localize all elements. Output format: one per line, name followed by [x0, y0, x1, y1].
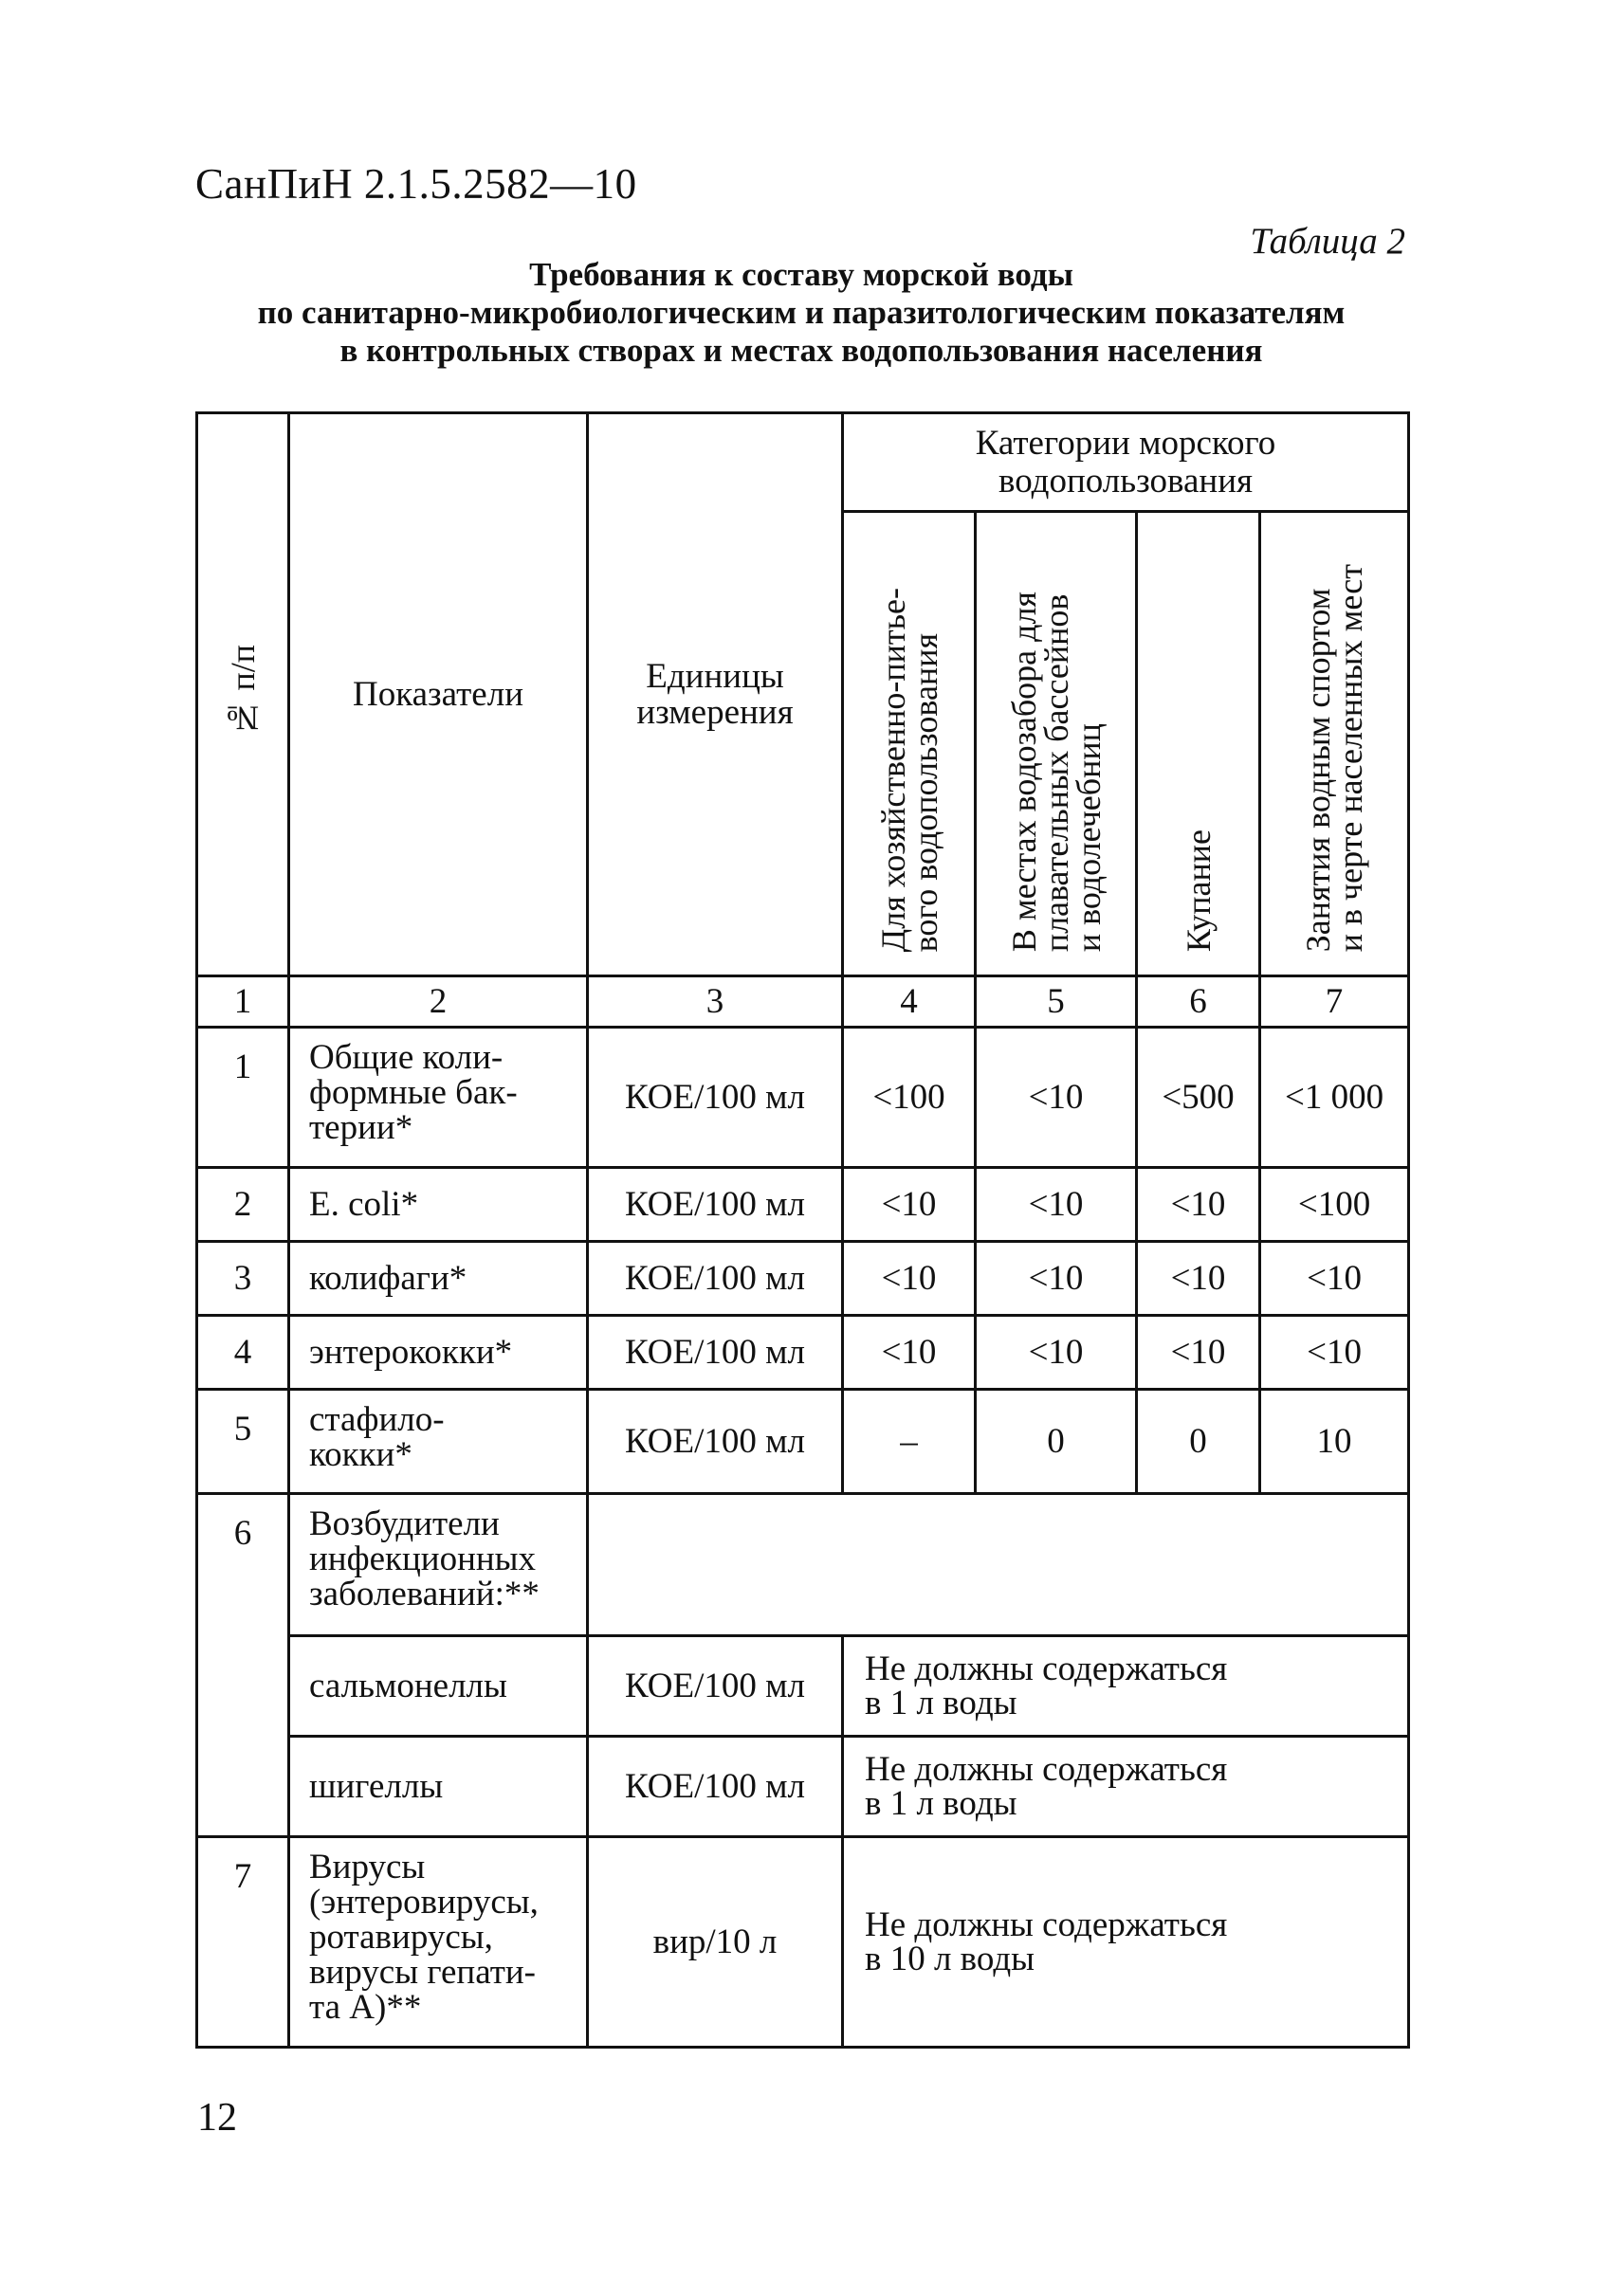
- empty-cell: [588, 1494, 1409, 1636]
- header-units: Единицы измерения: [588, 413, 843, 976]
- row-value-cat3: <10: [1137, 1242, 1260, 1316]
- row-number: 2: [197, 1168, 289, 1242]
- title-line: по санитарно-микробиологическим и паразитологическим показателям: [257, 294, 1346, 331]
- table-row: [197, 1636, 1409, 1737]
- row-value-cat1: <10: [843, 1168, 976, 1242]
- row-number: 3: [197, 1242, 289, 1316]
- row-units: КОЕ/100 мл: [588, 1316, 843, 1390]
- header-cat2: В местах водозабора для плавательных бассейнов и водолечебниц: [1004, 591, 1108, 952]
- row-indicator: сальмонеллы: [289, 1636, 588, 1737]
- row-value-cat2: <10: [976, 1316, 1137, 1390]
- row-units: КОЕ/100 мл: [588, 1737, 843, 1837]
- table-number: Таблица 2: [1250, 221, 1405, 262]
- row-value-cat4: <10: [1260, 1242, 1409, 1316]
- title-line: Требования к составу морской воды: [529, 256, 1073, 293]
- row-indicator: колифаги*: [289, 1242, 588, 1316]
- row-number: 5: [197, 1390, 289, 1494]
- row-indicator: Возбудители инфекционных заболеваний:**: [289, 1494, 588, 1636]
- table-title: [195, 256, 1407, 370]
- row-indicator: Общие коли- формные бак- терии*: [289, 1028, 588, 1168]
- row-value-cat3: <10: [1137, 1168, 1260, 1242]
- row-value-cat2: <10: [976, 1242, 1137, 1316]
- header-cat2-cell: [976, 512, 1137, 976]
- row-units: КОЕ/100 мл: [588, 1390, 843, 1494]
- row-value-cat1: <100: [843, 1028, 976, 1168]
- header-no-cell: [197, 413, 289, 976]
- column-number: 3: [588, 976, 843, 1028]
- row-value-cat3: <10: [1137, 1316, 1260, 1390]
- row-value-cat1: –: [843, 1390, 976, 1494]
- table-row: [197, 1837, 1409, 2048]
- row-value-cat3: <500: [1137, 1028, 1260, 1168]
- row-units: КОЕ/100 мл: [588, 1028, 843, 1168]
- row-value-cat2: <10: [976, 1028, 1137, 1168]
- title-line: в контрольных створах и местах водопользования населения: [339, 332, 1263, 369]
- header-cat3-cell: [1137, 512, 1260, 976]
- table-row: [197, 1316, 1409, 1390]
- row-number: 6: [197, 1494, 289, 1837]
- requirements-table: [195, 411, 1410, 2049]
- row-number: 7: [197, 1837, 289, 2048]
- header-cat1-cell: [843, 512, 976, 976]
- row-note: Не должны содержаться в 1 л воды: [843, 1737, 1409, 1837]
- row-value-cat4: <100: [1260, 1168, 1409, 1242]
- header-indicator: Показатели: [289, 413, 588, 976]
- row-number: 1: [197, 1028, 289, 1168]
- header-cat3: Купание: [1179, 829, 1218, 952]
- table-row: [197, 1390, 1409, 1494]
- row-indicator: шигеллы: [289, 1737, 588, 1837]
- column-number: 4: [843, 976, 976, 1028]
- column-number: 1: [197, 976, 289, 1028]
- row-number: 4: [197, 1316, 289, 1390]
- row-indicator: Вирусы (энтеровирусы, ротавирусы, вирусы гепати- та А)**: [289, 1837, 588, 2048]
- row-indicator: стафило- кокки*: [289, 1390, 588, 1494]
- row-note: Не должны содержаться в 1 л воды: [843, 1636, 1409, 1737]
- table-row: [197, 1168, 1409, 1242]
- row-units: КОЕ/100 мл: [588, 1242, 843, 1316]
- row-note: Не должны содержаться в 10 л воды: [843, 1837, 1409, 2048]
- row-indicator: E. coli*: [289, 1168, 588, 1242]
- row-value-cat1: <10: [843, 1316, 976, 1390]
- header-cat1: Для хозяйственно-питье- вого водопользования: [873, 587, 944, 952]
- table-row: [197, 1242, 1409, 1316]
- header-no: № п/п: [224, 644, 262, 738]
- row-units: КОЕ/100 мл: [588, 1168, 843, 1242]
- header-cat4-cell: [1260, 512, 1409, 976]
- document-header: СанПиН 2.1.5.2582—10: [195, 160, 637, 208]
- row-value-cat2: <10: [976, 1168, 1137, 1242]
- row-indicator: энтерококки*: [289, 1316, 588, 1390]
- column-number: 5: [976, 976, 1137, 1028]
- row-units: вир/10 л: [588, 1837, 843, 2048]
- row-units: КОЕ/100 мл: [588, 1636, 843, 1737]
- column-number: 2: [289, 976, 588, 1028]
- column-number: 6: [1137, 976, 1260, 1028]
- row-value-cat2: 0: [976, 1390, 1137, 1494]
- header-categories: Категории морского водопользования: [843, 413, 1409, 512]
- header-cat4: Занятия водным спортом и в черте населенных мест: [1299, 563, 1370, 952]
- table-row: [197, 1028, 1409, 1168]
- page-number: 12: [197, 2096, 237, 2140]
- row-value-cat4: <1 000: [1260, 1028, 1409, 1168]
- row-value-cat4: <10: [1260, 1316, 1409, 1390]
- column-number: 7: [1260, 976, 1409, 1028]
- table-row: [197, 1494, 1409, 1636]
- row-value-cat1: <10: [843, 1242, 976, 1316]
- table-row: [197, 1737, 1409, 1837]
- row-value-cat4: 10: [1260, 1390, 1409, 1494]
- row-value-cat3: 0: [1137, 1390, 1260, 1494]
